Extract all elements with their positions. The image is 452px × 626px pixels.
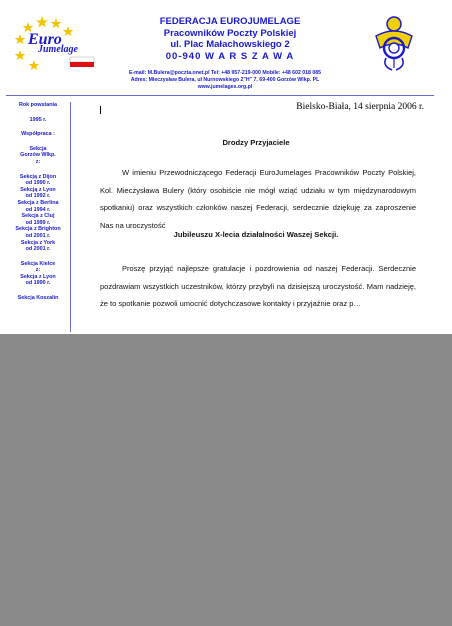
paragraph-1-text: W imieniu Przewodniczącego Federacji EuroJumelages Pracowników Poczty Polskiej, Kol. Mieczysława Bulery (który osobiście nie mógł wziąć udziału w tym międzynarodowym spotkaniu) oraz wszystkich członków naszej Federacji, serdecznie dziękuję za zaproszenie Nas na uroczystość [100, 168, 416, 230]
website-link[interactable]: www.jumelages.org.pl [197, 84, 253, 91]
sidebar-item: Sekcja [29, 145, 47, 152]
header-divider [6, 95, 434, 96]
sidebar-item: od 1999 r. [25, 219, 51, 226]
letter-date: Bielsko-Biała, 14 sierpnia 2006 r. [296, 102, 424, 112]
eurojumelage-logo [12, 14, 102, 70]
sidebar-spacer [6, 138, 70, 146]
sidebar-item: Sekcja Kielce [20, 260, 56, 267]
letter-salutation: Drodzy Przyjaciele [222, 138, 290, 147]
sidebar-item: od 2001 r. [25, 232, 51, 239]
sidebar-item: z: [35, 267, 41, 274]
contact-block [60, 70, 390, 92]
logo-text-jumelage: Jumelage [38, 44, 78, 55]
org-subtitle: Pracowników Poczty Polskiej [163, 27, 297, 39]
post-horn-logo [368, 14, 420, 72]
sidebar-item: od 1990 r. [25, 180, 51, 187]
sidebar-item: od 1992 r. [25, 193, 51, 200]
sidebar-item: Sekcja z Lyon [20, 273, 56, 280]
letter-paragraph-1 [100, 164, 416, 234]
sidebar-spacer [6, 109, 70, 117]
text-cursor-marker [100, 106, 101, 114]
sidebar [6, 102, 71, 332]
org-street: ul. Plac Małachowskiego 2 [170, 39, 290, 50]
sidebar-item: Współpraca : [21, 131, 55, 138]
jubilee-line: Jubileuszu X-lecia działalności Waszej Sekcji. [173, 230, 339, 239]
letter-body [78, 102, 434, 334]
paragraph-2-text: Proszę przyjąć najlepsze gratulacje i pozdrowienia od naszej Federacji. Serdecznie pozdrawiam wszystkich uczestników, którzy przybyli na dzisiejszą uroczystość. Mam nadzieję, że to spotkanie pozwoli umocnić dotychczasowe kontakty i przyjaźnie oraz p… [100, 264, 416, 309]
sidebar-spacer [6, 253, 70, 261]
poland-flag-icon [70, 57, 94, 67]
org-city: 00-940 W A R S Z A W A [165, 50, 295, 62]
sidebar-item: Sekcja z Berlina [17, 199, 59, 206]
sidebar-item: Sekcja z Cluj [21, 213, 55, 220]
sidebar-item: Sekcją z Lyon [20, 186, 56, 193]
sidebar-item: z: [35, 158, 41, 165]
sidebar-item: Sekcją z Dijon [19, 173, 57, 180]
sidebar-spacer [6, 166, 70, 174]
sidebar-item: od 1994 r. [25, 206, 51, 213]
sidebar-item: Sekcja z Brighton [15, 226, 61, 233]
contact-email-line: E-mail: M.Bulera@poczta.onet.pl Tel: +48 957-219-000 Mobile: +48 602 018 085 [128, 70, 322, 76]
contact-address-line: Adres: Mieczysław Bulera, ul Nurnowskiego 2"H" 7, 69-400 Gorzów Wlkp. PL [130, 77, 320, 84]
sidebar-item: od 2001 r. [25, 246, 51, 253]
letter-paragraph-2 [100, 260, 416, 313]
sidebar-item: 1995 r. [29, 116, 47, 123]
redacted-region [0, 334, 452, 626]
sidebar-item: Gorzów Wlkp. [20, 152, 56, 159]
sidebar-item: Sekcja Koszalin [17, 295, 59, 302]
organization-header [110, 16, 350, 62]
sidebar-spacer [6, 123, 70, 131]
sidebar-item: Sekcja z York [20, 239, 56, 246]
sidebar-item: od 1990 r. [25, 280, 51, 287]
sidebar-item: Rok powstania [18, 102, 58, 108]
logo-text-euro: Euro [28, 31, 62, 48]
sidebar-spacer [6, 287, 70, 295]
org-name: FEDERACJA EUROJUMELAGE [159, 16, 301, 27]
